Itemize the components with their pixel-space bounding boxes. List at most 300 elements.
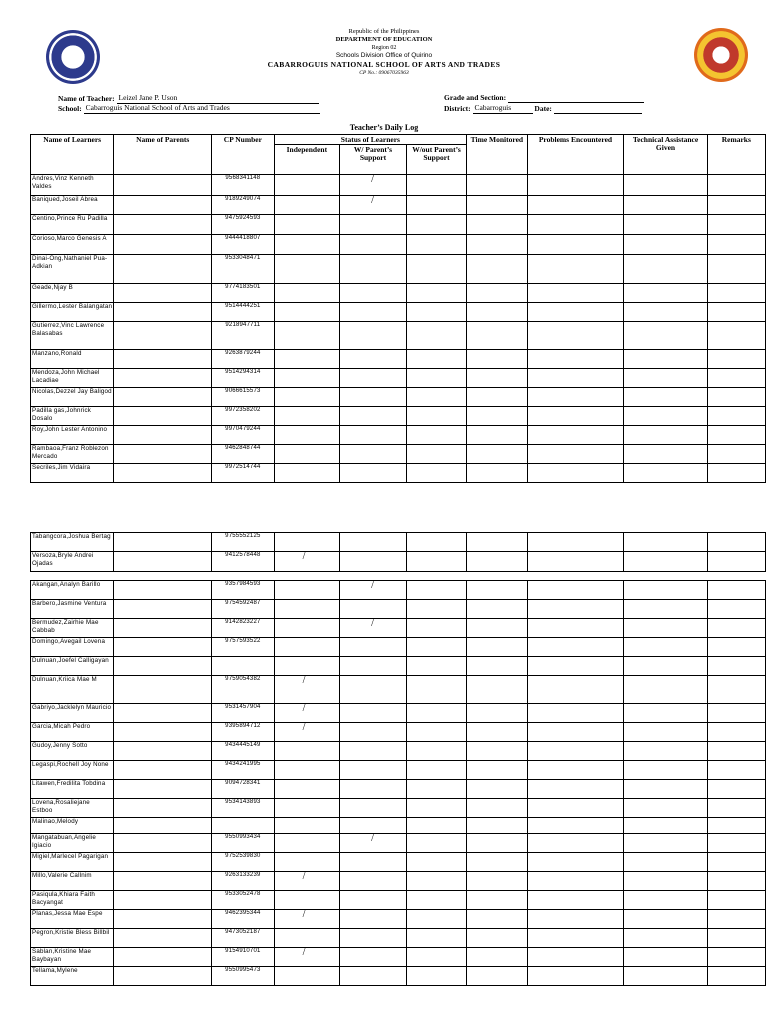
problems-cell xyxy=(527,780,624,799)
remarks-cell xyxy=(707,638,765,657)
parent-name-cell xyxy=(114,407,212,426)
district-row xyxy=(444,103,642,114)
learner-name-cell: Garcia,Micah Pedro xyxy=(31,723,114,742)
learner-name-cell: Dulnuan,Kriica Mae M xyxy=(31,676,114,704)
cp-number-cell: 9754592487 xyxy=(212,600,274,619)
col-header-remarks: Remarks xyxy=(707,135,765,175)
learner-name-cell: Baniqued,Joseil Abrea xyxy=(31,196,114,215)
learner-name-cell: Migiel,Marlecel Pagarigan xyxy=(31,853,114,872)
independent-cell xyxy=(274,407,340,426)
learner-name-cell: Akangan,Analyn Barillo xyxy=(31,581,114,600)
time-monitored-cell xyxy=(467,533,527,552)
parent-name-cell xyxy=(114,255,212,284)
learner-name-cell: Roy,John Lester Antonino xyxy=(31,426,114,445)
with-support-cell xyxy=(340,552,407,572)
with-support-cell xyxy=(340,619,407,638)
technical-assistance-cell xyxy=(624,426,707,445)
learner-row xyxy=(31,853,766,872)
header-republic: Republic of the Philippines xyxy=(348,28,420,35)
learner-row xyxy=(31,910,766,929)
technical-assistance-cell xyxy=(624,322,707,350)
technical-assistance-cell xyxy=(624,284,707,303)
learner-name-cell: Padilla gas,Johnrick Dosalo xyxy=(31,407,114,426)
remarks-cell xyxy=(707,303,765,322)
with-support-cell xyxy=(340,533,407,552)
parent-name-cell xyxy=(114,388,212,407)
with-support-cell xyxy=(340,723,407,742)
cp-number-cell: 9972514744 xyxy=(212,464,274,483)
time-monitored-cell xyxy=(467,464,527,483)
parent-name-cell xyxy=(114,676,212,704)
cp-number-cell: 9531457904 xyxy=(212,704,274,723)
with-support-cell xyxy=(340,761,407,780)
time-monitored-cell xyxy=(467,834,527,853)
with-support-cell xyxy=(340,742,407,761)
parent-name-cell xyxy=(114,910,212,929)
independent-cell xyxy=(274,533,340,552)
with-support-cell xyxy=(340,322,407,350)
without-support-cell xyxy=(406,799,466,818)
problems-cell xyxy=(527,322,624,350)
technical-assistance-cell xyxy=(624,834,707,853)
with-support-cell xyxy=(340,638,407,657)
checkmark-slash-icon: / xyxy=(371,618,374,629)
remarks-cell xyxy=(707,929,765,948)
without-support-cell xyxy=(406,255,466,284)
with-support-cell xyxy=(340,948,407,967)
header-department: DEPARTMENT OF EDUCATION xyxy=(335,36,433,43)
learner-row xyxy=(31,175,766,196)
remarks-cell xyxy=(707,600,765,619)
problems-cell xyxy=(527,407,624,426)
grade-row xyxy=(444,93,644,103)
without-support-cell xyxy=(406,445,466,464)
technical-assistance-cell xyxy=(624,369,707,388)
without-support-cell xyxy=(406,929,466,948)
without-support-cell xyxy=(406,426,466,445)
technical-assistance-cell xyxy=(624,657,707,676)
independent-cell xyxy=(274,834,340,853)
learner-name-cell: Millo,Valerie Callnim xyxy=(31,872,114,891)
cp-number-cell: 9514294314 xyxy=(212,369,274,388)
time-monitored-cell xyxy=(467,426,527,445)
without-support-cell xyxy=(406,284,466,303)
checkmark-slash-icon: / xyxy=(302,675,306,686)
daily-log-table-3 xyxy=(30,580,766,986)
technical-assistance-cell xyxy=(624,799,707,818)
technical-assistance-cell xyxy=(624,196,707,215)
remarks-cell xyxy=(707,426,765,445)
with-support-cell xyxy=(340,464,407,483)
learner-name-cell: Litawen,Fredilita Tobdina xyxy=(31,780,114,799)
parent-name-cell xyxy=(114,533,212,552)
remarks-cell xyxy=(707,818,765,834)
learner-name-cell: Planas,Jessa Mae Espe xyxy=(31,910,114,929)
learner-name-cell: Dinai-Ong,Nathaniel Pua-Adkian xyxy=(31,255,114,284)
independent-cell xyxy=(274,818,340,834)
cp-number-cell: 9550995473 xyxy=(212,967,274,986)
problems-cell xyxy=(527,967,624,986)
time-monitored-cell xyxy=(467,853,527,872)
cp-number-cell: 9154910701 xyxy=(212,948,274,967)
without-support-cell xyxy=(406,552,466,572)
date-label: Date: xyxy=(534,104,552,113)
independent-cell xyxy=(274,799,340,818)
technical-assistance-cell xyxy=(624,388,707,407)
grade-label: Grade and Section: xyxy=(444,93,507,102)
problems-cell xyxy=(527,552,624,572)
parent-name-cell xyxy=(114,967,212,986)
with-support-cell xyxy=(340,600,407,619)
learner-name-cell: Tabangcora,Joshua Bertag xyxy=(31,533,114,552)
without-support-cell xyxy=(406,322,466,350)
col-header-problems: Problems Encountered xyxy=(527,135,624,175)
remarks-cell xyxy=(707,723,765,742)
learner-name-cell: Andres,Vinz Kenneth Valdes xyxy=(31,175,114,196)
grade-section-field xyxy=(508,93,644,103)
parent-name-cell xyxy=(114,948,212,967)
parent-name-cell xyxy=(114,657,212,676)
time-monitored-cell xyxy=(467,948,527,967)
independent-cell xyxy=(274,723,340,742)
technical-assistance-cell xyxy=(624,742,707,761)
parent-name-cell xyxy=(114,799,212,818)
technical-assistance-cell xyxy=(624,676,707,704)
header-school-name: CABARROGUIS NATIONAL SCHOOL OF ARTS AND TRADES xyxy=(267,60,501,69)
learner-name-cell: Manzano,Ronald xyxy=(31,350,114,369)
problems-cell xyxy=(527,872,624,891)
problems-cell xyxy=(527,369,624,388)
technical-assistance-cell xyxy=(624,175,707,196)
cp-number-cell: 9970479244 xyxy=(212,426,274,445)
independent-cell xyxy=(274,742,340,761)
daily-log-table-1 xyxy=(30,134,766,483)
problems-cell xyxy=(527,426,624,445)
parent-name-cell xyxy=(114,818,212,834)
learner-row xyxy=(31,818,766,834)
checkmark-slash-icon: / xyxy=(302,703,306,714)
technical-assistance-cell xyxy=(624,581,707,600)
technical-assistance-cell xyxy=(624,445,707,464)
without-support-cell xyxy=(406,761,466,780)
parent-name-cell xyxy=(114,742,212,761)
without-support-cell xyxy=(406,891,466,910)
checkmark-slash-icon: / xyxy=(302,871,306,882)
parent-name-cell xyxy=(114,350,212,369)
cp-number-cell: 9263133239 xyxy=(212,872,274,891)
time-monitored-cell xyxy=(467,235,527,255)
cp-number-cell: 9534143893 xyxy=(212,799,274,818)
technical-assistance-cell xyxy=(624,350,707,369)
remarks-cell xyxy=(707,196,765,215)
cp-number-cell: 9142823227 xyxy=(212,619,274,638)
remarks-cell xyxy=(707,799,765,818)
technical-assistance-cell xyxy=(624,600,707,619)
with-support-cell xyxy=(340,407,407,426)
checkmark-slash-icon: / xyxy=(371,580,374,591)
learner-row xyxy=(31,303,766,322)
with-support-cell xyxy=(340,255,407,284)
learner-row xyxy=(31,676,766,704)
independent-cell xyxy=(274,175,340,196)
learner-row xyxy=(31,619,766,638)
independent-cell xyxy=(274,388,340,407)
learner-row xyxy=(31,657,766,676)
parent-name-cell xyxy=(114,426,212,445)
independent-cell xyxy=(274,761,340,780)
parent-name-cell xyxy=(114,581,212,600)
without-support-cell xyxy=(406,910,466,929)
independent-cell xyxy=(274,215,340,235)
technical-assistance-cell xyxy=(624,619,707,638)
learner-row xyxy=(31,533,766,552)
remarks-cell xyxy=(707,533,765,552)
problems-cell xyxy=(527,175,624,196)
col-header-independent: Independent xyxy=(274,145,340,175)
remarks-cell xyxy=(707,853,765,872)
parent-name-cell xyxy=(114,215,212,235)
table-3-body xyxy=(31,581,766,986)
technical-assistance-cell xyxy=(624,723,707,742)
technical-assistance-cell xyxy=(624,533,707,552)
col-header-without-support: W/out Parent’s Support xyxy=(406,145,466,175)
time-monitored-cell xyxy=(467,552,527,572)
problems-cell xyxy=(527,196,624,215)
without-support-cell xyxy=(406,723,466,742)
technical-assistance-cell xyxy=(624,929,707,948)
independent-cell xyxy=(274,619,340,638)
cp-number-cell: 9412578448 xyxy=(212,552,274,572)
parent-name-cell xyxy=(114,853,212,872)
without-support-cell xyxy=(406,638,466,657)
parent-name-cell xyxy=(114,834,212,853)
without-support-cell xyxy=(406,834,466,853)
independent-cell xyxy=(274,369,340,388)
remarks-cell xyxy=(707,175,765,196)
without-support-cell xyxy=(406,350,466,369)
time-monitored-cell xyxy=(467,799,527,818)
problems-cell xyxy=(527,284,624,303)
learner-name-cell: Nicolas,Dezzel Jay Baligod xyxy=(31,388,114,407)
school-name-field: Cabarroguis National School of Arts and Trades xyxy=(84,103,320,114)
learner-row xyxy=(31,723,766,742)
learner-row xyxy=(31,780,766,799)
remarks-cell xyxy=(707,834,765,853)
time-monitored-cell xyxy=(467,175,527,196)
time-monitored-cell xyxy=(467,196,527,215)
time-monitored-cell xyxy=(467,910,527,929)
cp-number-cell: 9757593522 xyxy=(212,638,274,657)
problems-cell xyxy=(527,853,624,872)
parent-name-cell xyxy=(114,638,212,657)
learner-name-cell: Legaspi,Rochell Joy None xyxy=(31,761,114,780)
independent-cell xyxy=(274,464,340,483)
technical-assistance-cell xyxy=(624,255,707,284)
time-monitored-cell xyxy=(467,445,527,464)
checkmark-slash-icon: / xyxy=(371,833,374,844)
with-support-cell xyxy=(340,369,407,388)
problems-cell xyxy=(527,638,624,657)
learner-name-cell: Dulnuan,Joefel Calligayan xyxy=(31,657,114,676)
learner-row xyxy=(31,284,766,303)
problems-cell xyxy=(527,445,624,464)
time-monitored-cell xyxy=(467,638,527,657)
independent-cell xyxy=(274,284,340,303)
with-support-cell xyxy=(340,581,407,600)
problems-cell xyxy=(527,464,624,483)
technical-assistance-cell xyxy=(624,761,707,780)
learner-name-cell: Secriles,Jim Vidaira xyxy=(31,464,114,483)
learner-name-cell: Geade,Njay B xyxy=(31,284,114,303)
independent-cell xyxy=(274,445,340,464)
col-header-cp: CP Number xyxy=(212,135,274,175)
cp-number-cell: 9462848744 xyxy=(212,445,274,464)
learner-row xyxy=(31,552,766,572)
technical-assistance-cell xyxy=(624,891,707,910)
col-header-parents: Name of Parents xyxy=(114,135,212,175)
without-support-cell xyxy=(406,196,466,215)
time-monitored-cell xyxy=(467,581,527,600)
without-support-cell xyxy=(406,407,466,426)
time-monitored-cell xyxy=(467,891,527,910)
remarks-cell xyxy=(707,350,765,369)
problems-cell xyxy=(527,742,624,761)
with-support-cell xyxy=(340,350,407,369)
independent-cell xyxy=(274,350,340,369)
learner-row xyxy=(31,196,766,215)
with-support-cell xyxy=(340,657,407,676)
problems-cell xyxy=(527,619,624,638)
remarks-cell xyxy=(707,676,765,704)
learner-row xyxy=(31,967,766,986)
remarks-cell xyxy=(707,780,765,799)
cp-number-cell: 9568341148 xyxy=(212,175,274,196)
learner-row xyxy=(31,322,766,350)
independent-cell xyxy=(274,196,340,215)
technical-assistance-cell xyxy=(624,948,707,967)
independent-cell xyxy=(274,322,340,350)
table-1-body xyxy=(31,175,766,483)
time-monitored-cell xyxy=(467,742,527,761)
header-division: Schools Division Office of Quirino xyxy=(335,52,433,59)
learner-row xyxy=(31,891,766,910)
cp-number-cell: 9774183501 xyxy=(212,284,274,303)
learner-row xyxy=(31,638,766,657)
without-support-cell xyxy=(406,853,466,872)
remarks-cell xyxy=(707,552,765,572)
time-monitored-cell xyxy=(467,818,527,834)
problems-cell xyxy=(527,255,624,284)
col-header-time: Time Monitored xyxy=(467,135,527,175)
problems-cell xyxy=(527,818,624,834)
with-support-cell xyxy=(340,780,407,799)
cp-number-cell: 9550993434 xyxy=(212,834,274,853)
cp-number-cell: 9066615573 xyxy=(212,388,274,407)
remarks-cell xyxy=(707,235,765,255)
with-support-cell xyxy=(340,891,407,910)
checkmark-slash-icon: / xyxy=(302,909,306,920)
parent-name-cell xyxy=(114,445,212,464)
independent-cell xyxy=(274,600,340,619)
problems-cell xyxy=(527,799,624,818)
checkmark-slash-icon: / xyxy=(371,195,374,206)
problems-cell xyxy=(527,891,624,910)
cp-number-cell: 9434241995 xyxy=(212,761,274,780)
time-monitored-cell xyxy=(467,303,527,322)
remarks-cell xyxy=(707,910,765,929)
remarks-cell xyxy=(707,742,765,761)
learner-name-cell: Tellama,Mylene xyxy=(31,967,114,986)
remarks-cell xyxy=(707,657,765,676)
without-support-cell xyxy=(406,948,466,967)
without-support-cell xyxy=(406,175,466,196)
technical-assistance-cell xyxy=(624,818,707,834)
problems-cell xyxy=(527,929,624,948)
remarks-cell xyxy=(707,948,765,967)
learner-row xyxy=(31,255,766,284)
problems-cell xyxy=(527,723,624,742)
independent-cell xyxy=(274,552,340,572)
cp-number-cell: 9462395344 xyxy=(212,910,274,929)
time-monitored-cell xyxy=(467,657,527,676)
technical-assistance-cell xyxy=(624,872,707,891)
remarks-cell xyxy=(707,967,765,986)
col-header-technical: Technical Assistance Given xyxy=(624,135,707,175)
time-monitored-cell xyxy=(467,322,527,350)
cp-number-cell: 9357984593 xyxy=(212,581,274,600)
learner-row xyxy=(31,215,766,235)
learner-row xyxy=(31,369,766,388)
with-support-cell xyxy=(340,853,407,872)
learner-row xyxy=(31,761,766,780)
technical-assistance-cell xyxy=(624,780,707,799)
header-cp-number: CP No.: 09067035963 xyxy=(359,70,409,76)
independent-cell xyxy=(274,948,340,967)
independent-cell xyxy=(274,853,340,872)
independent-cell xyxy=(274,426,340,445)
with-support-cell xyxy=(340,799,407,818)
parent-name-cell xyxy=(114,761,212,780)
learner-row xyxy=(31,929,766,948)
parent-name-cell xyxy=(114,369,212,388)
learner-name-cell: Gabriyo,Jacklelyn Mauricio xyxy=(31,704,114,723)
learner-row xyxy=(31,407,766,426)
page-title: Teacher’s Daily Log xyxy=(349,123,419,132)
time-monitored-cell xyxy=(467,872,527,891)
learner-name-cell: Corioso,Marco Genesis A xyxy=(31,235,114,255)
without-support-cell xyxy=(406,581,466,600)
cp-number-cell: 9475924593 xyxy=(212,215,274,235)
learner-name-cell: Centino,Prince Ru Padilla xyxy=(31,215,114,235)
without-support-cell xyxy=(406,369,466,388)
time-monitored-cell xyxy=(467,761,527,780)
with-support-cell xyxy=(340,872,407,891)
learner-row xyxy=(31,799,766,818)
parent-name-cell xyxy=(114,891,212,910)
technical-assistance-cell xyxy=(624,638,707,657)
remarks-cell xyxy=(707,891,765,910)
with-support-cell xyxy=(340,303,407,322)
cp-number-cell: 9395894712 xyxy=(212,723,274,742)
parent-name-cell xyxy=(114,303,212,322)
with-support-cell xyxy=(340,215,407,235)
time-monitored-cell xyxy=(467,929,527,948)
checkmark-slash-icon: / xyxy=(302,722,306,733)
checkmark-slash-icon: / xyxy=(302,551,306,562)
without-support-cell xyxy=(406,818,466,834)
learner-row xyxy=(31,704,766,723)
cp-number-cell: 9759054382 xyxy=(212,676,274,704)
